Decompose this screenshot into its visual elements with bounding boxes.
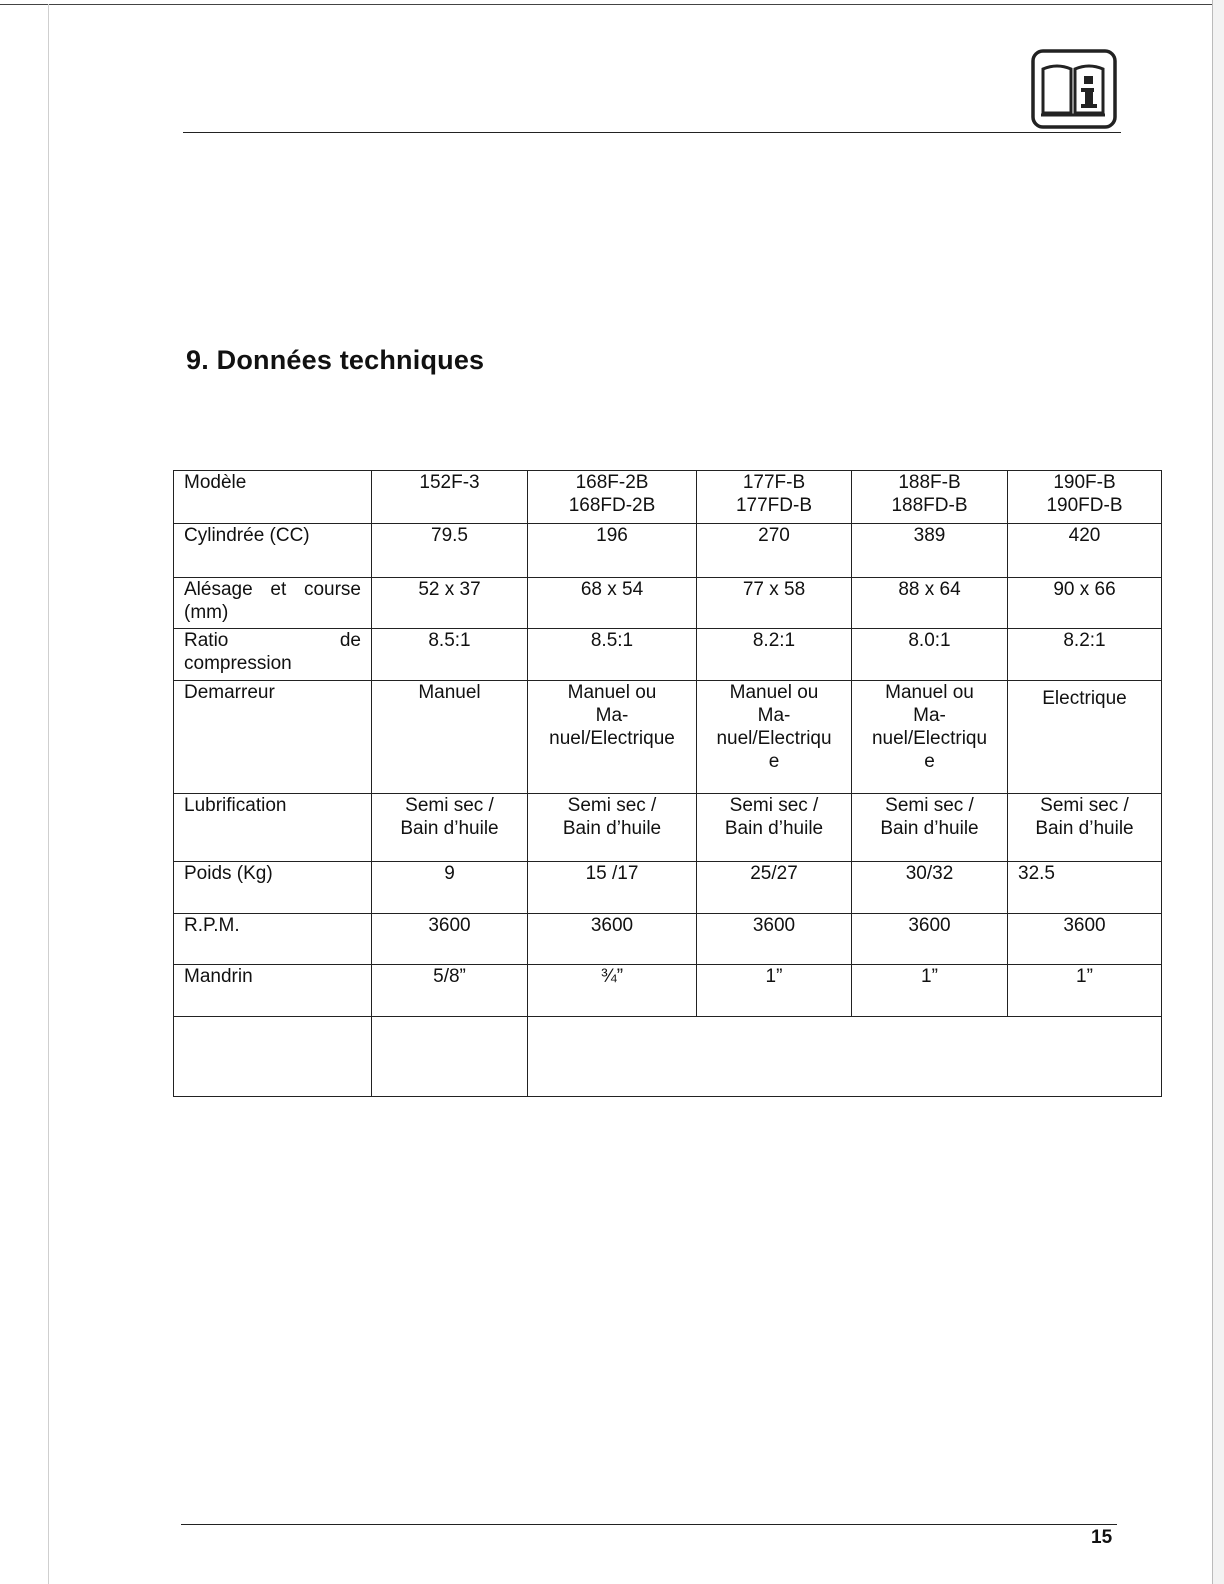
row-label-chuck: Mandrin (174, 965, 372, 1017)
table-cell: 188F-B 188FD-B (852, 471, 1008, 524)
page-edge-left (48, 4, 49, 1584)
table-cell: Manuel ou Ma- nuel/Electrique (528, 681, 697, 794)
table-row-model (174, 471, 1162, 524)
table-cell: 8.5:1 (528, 629, 697, 681)
page-number: 15 (1091, 1527, 1113, 1548)
table-cell: 79.5 (372, 524, 528, 578)
table-cell: 3600 (697, 914, 852, 965)
table-cell: 8.5:1 (372, 629, 528, 681)
table-cell: 8.2:1 (697, 629, 852, 681)
table-row-bore-stroke (174, 578, 1162, 629)
table-cell-empty (372, 1017, 528, 1097)
table-cell: 30/32 (852, 862, 1008, 914)
technical-data-table (173, 470, 1162, 1097)
page-edge-right (1212, 0, 1224, 1584)
header-rule (183, 132, 1121, 133)
table-row-lubrication (174, 794, 1162, 862)
row-label-bore-stroke: Alésage et course (mm) (174, 578, 372, 629)
table-row-compression (174, 629, 1162, 681)
table-cell: 1” (1008, 965, 1162, 1017)
info-manual-icon (1031, 49, 1117, 129)
table-cell: 1” (852, 965, 1008, 1017)
table-cell: 1” (697, 965, 852, 1017)
table-cell: 88 x 64 (852, 578, 1008, 629)
table-cell: Manuel (372, 681, 528, 794)
row-label-displacement: Cylindrée (CC) (174, 524, 372, 578)
table-cell-empty-merged (528, 1017, 1162, 1097)
footer-rule (181, 1524, 1117, 1525)
page-edge-top (0, 4, 1212, 5)
row-label-starter: Demarreur (174, 681, 372, 794)
table-cell: 3600 (1008, 914, 1162, 965)
table-cell: Semi sec / Bain d’huile (1008, 794, 1162, 862)
table-cell: 420 (1008, 524, 1162, 578)
table-cell: 15 /17 (528, 862, 697, 914)
table-cell: Semi sec / Bain d’huile (372, 794, 528, 862)
table-cell: 68 x 54 (528, 578, 697, 629)
table-cell: 389 (852, 524, 1008, 578)
section-title: 9. Données techniques (186, 345, 485, 375)
table-row-empty (174, 1017, 1162, 1097)
table-cell: Electrique (1008, 681, 1162, 794)
table-cell: 152F-3 (372, 471, 528, 524)
table-row-starter (174, 681, 1162, 794)
table-row-rpm (174, 914, 1162, 965)
table-cell: 8.0:1 (852, 629, 1008, 681)
table-cell: 77 x 58 (697, 578, 852, 629)
table-cell: 9 (372, 862, 528, 914)
table-cell: Semi sec / Bain d’huile (852, 794, 1008, 862)
row-label-rpm: R.P.M. (174, 914, 372, 965)
row-label-lubrication: Lubrification (174, 794, 372, 862)
table-cell: Semi sec / Bain d’huile (528, 794, 697, 862)
table-cell: 270 (697, 524, 852, 578)
table-row-displacement (174, 524, 1162, 578)
table-cell: 8.2:1 (1008, 629, 1162, 681)
table-cell: 3600 (852, 914, 1008, 965)
table-cell: 177F-B 177FD-B (697, 471, 852, 524)
table-cell: 168F-2B 168FD-2B (528, 471, 697, 524)
table-cell: 190F-B 190FD-B (1008, 471, 1162, 524)
table-row-chuck (174, 965, 1162, 1017)
table-cell: Semi sec / Bain d’huile (697, 794, 852, 862)
row-label-compression: Ratio de compression (174, 629, 372, 681)
table-cell: 3600 (372, 914, 528, 965)
table-cell: 32.5 (1008, 862, 1162, 914)
table-cell: 25/27 (697, 862, 852, 914)
row-label-weight: Poids (Kg) (174, 862, 372, 914)
row-label-model: Modèle (174, 471, 372, 524)
table-cell: 196 (528, 524, 697, 578)
table-cell-empty (174, 1017, 372, 1097)
table-cell: 90 x 66 (1008, 578, 1162, 629)
table-cell: ¾” (528, 965, 697, 1017)
table-cell: 3600 (528, 914, 697, 965)
table-cell: 5/8” (372, 965, 528, 1017)
table-cell: 52 x 37 (372, 578, 528, 629)
table-cell: Manuel ou Ma- nuel/Electriqu e (852, 681, 1008, 794)
table-row-weight (174, 862, 1162, 914)
table-cell: Manuel ou Ma- nuel/Electriqu e (697, 681, 852, 794)
